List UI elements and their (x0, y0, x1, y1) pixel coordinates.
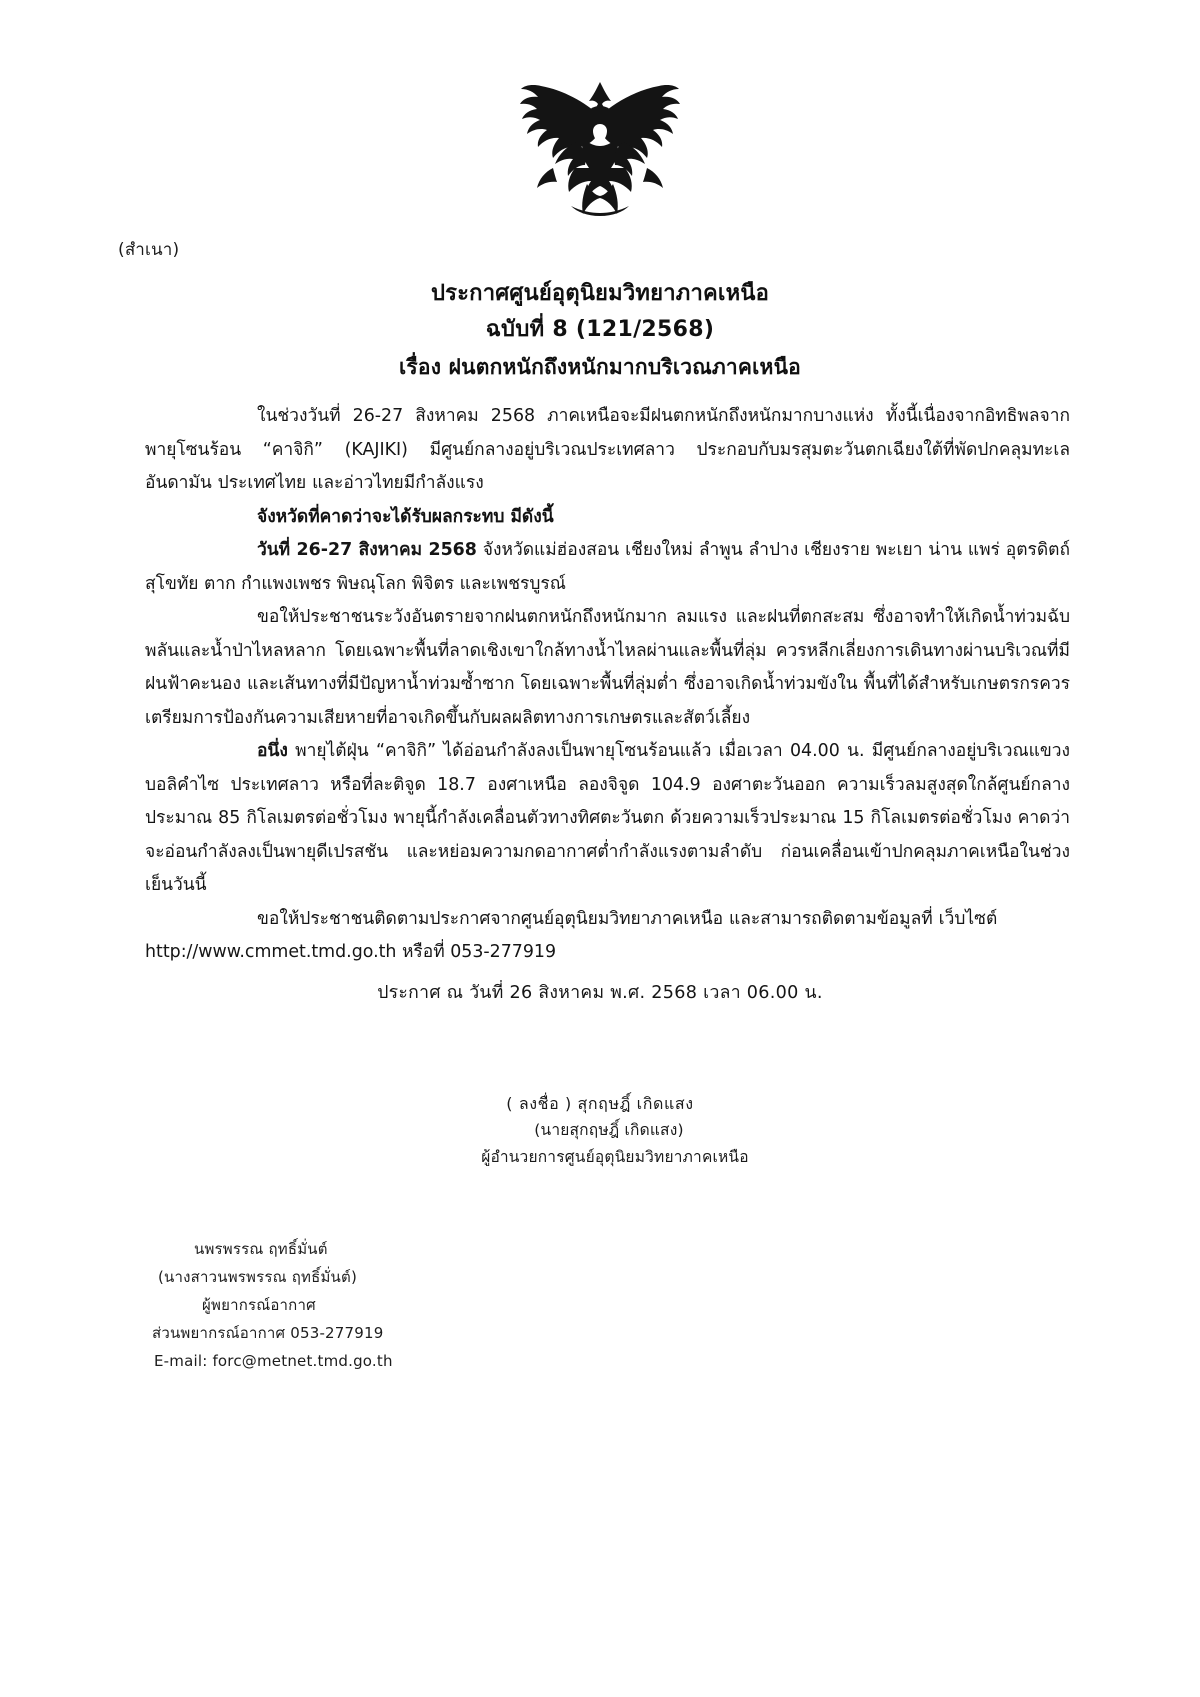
signature-position: ผู้อำนวยการศูนย์อุตุนิยมวิทยาภาคเหนือ (481, 1148, 749, 1166)
garuda-emblem-container (0, 72, 1200, 222)
forecast-office-phone: ส่วนพยากรณ์อากาศ 053-277919 (152, 1324, 384, 1342)
forecaster-signature: นพรพรรณ ฤทธิ์มั่นต์ (194, 1240, 328, 1258)
garuda-emblem-icon (515, 72, 685, 220)
contact-url-line: http://www.cmmet.tmd.go.th หรือที่ 053-277919 (145, 942, 557, 962)
issue-number: ฉบับที่ 8 (121/2568) (485, 316, 715, 342)
paragraph-forecast-intro: ในช่วงวันที่ 26-27 สิงหาคม 2568 ภาคเหนือจะมีฝนตกหนักถึงหนักมากบางแห่ง ทั้งนี้เนื่องจากอิทธิพลจากพายุโซนร้อน “คาจิกิ” (KAJIKI) มีศูนย์กลางอยู่บริเวณประเทศลาว ประกอบกับมรสุมตะวันตกเฉียงใต้ที่พัดปกคลุมทะเลอันดามัน ประเทศไทย และอ่าวไทยมีกำลังแรง (145, 406, 1070, 493)
storm-details-text: พายุไต้ฝุ่น “คาจิกิ” ได้อ่อนกำลังลงเป็นพายุโซนร้อนแล้ว เมื่อเวลา 04.00 น. มีศูนย์กลางอยู่บริเวณแขวงบอลิคำไซ ประเทศลาว หรือที่ละติจูด 18.7 องศาเหนือ ลองจิจูด 104.9 องศาตะวันออก ความเร็วลมสูงสุดใกล้ศูนย์กลางประมาณ 85 กิโลเมตรต่อชั่วโมง พายุนี้กำลังเคลื่อนตัวทางทิศตะวันตก ด้วยความเร็วประมาณ 15 กิโลเมตรต่อชั่วโมง คาดว่าจะอ่อนกำลังลงเป็นพายุดีเปรสชัน และหย่อมความกดอากาศต่ำกำลังแรงตามลำดับ ก่อนเคลื่อนเข้าปกคลุมภาคเหนือในช่วงเย็นวันนี้ (145, 741, 1070, 895)
forecast-office-email: E-mail: forc@metnet.tmd.go.th (154, 1352, 393, 1370)
affected-provinces-line (145, 534, 1070, 601)
paragraph-follow-announcements: ขอให้ประชาชนติดตามประกาศจากศูนย์อุตุนิยมวิทยาภาคเหนือ และสามารถติดตามข้อมูลที่ เว็บไซต์ (257, 908, 998, 929)
forecaster-contact-block (152, 1235, 393, 1375)
storm-details-lead: อนึ่ง (257, 741, 288, 761)
document-heading-group (0, 278, 1200, 383)
signature-block (0, 1090, 1200, 1171)
announcement-date: ประกาศ ณ วันที่ 26 สิงหาคม พ.ศ. 2568 เวลา 06.00 น. (377, 983, 823, 1003)
page-title: ประกาศศูนย์อุตุนิยมวิทยาภาคเหนือ (430, 281, 769, 306)
forecaster-printed-name: (นางสาวนพรพรรณ ฤทธิ์มั่นต์) (158, 1268, 357, 1286)
subject-line: เรื่อง ฝนตกหนักถึงหนักมากบริเวณภาคเหนือ (399, 354, 801, 379)
affected-provinces-date: วันที่ 26-27 สิงหาคม 2568 (257, 540, 477, 560)
document-body (145, 400, 1070, 970)
paragraph-storm-details (145, 735, 1070, 903)
affected-provinces-list: จังหวัดแม่ฮ่องสอน เชียงใหม่ ลำพูน ลำปาง เชียงราย พะเยา น่าน แพร่ อุตรดิตถ์ สุโขทัย ตาก กำแพงเพชร พิษณุโลก พิจิตร และเพชรบูรณ์ (145, 540, 1070, 594)
affected-provinces-heading: จังหวัดที่คาดว่าจะได้รับผลกระทบ มีดังนี้ (257, 506, 554, 527)
forecaster-position: ผู้พยากรณ์อากาศ (202, 1296, 316, 1314)
signature-printed-name: (นายสุกฤษฎิ์ เกิดแสง) (534, 1121, 684, 1139)
copy-mark-label: (สำเนา) (118, 240, 180, 260)
signature-signed-line: ( ลงชื่อ ) สุกฤษฎิ์ เกิดแสง (506, 1094, 694, 1113)
paragraph-warning: ขอให้ประชาชนระวังอันตรายจากฝนตกหนักถึงหนักมาก ลมแรง และฝนที่ตกสะสม ซึ่งอาจทำให้เกิดน้ำท่วมฉับพลันและน้ำป่าไหลหลาก โดยเฉพาะพื้นที่ลาดเชิงเขาใกล้ทางน้ำไหลผ่านและพื้นที่ลุ่ม ควรหลีกเลี่ยงการเดินทางผ่านบริเวณที่มีฝนฟ้าคะนอง และเส้นทางที่มีปัญหาน้ำท่วมซ้ำซาก โดยเฉพาะพื้นที่ลุ่มต่ำ ซึ่งอาจเกิดน้ำท่วมขังใน พื้นที่ได้สำหรับเกษตรกรควรเตรียมการป้องกันความเสียหายที่อาจเกิดขึ้นกับผลผลิตทางการเกษตรและสัตว์เลี้ยง (145, 607, 1070, 728)
